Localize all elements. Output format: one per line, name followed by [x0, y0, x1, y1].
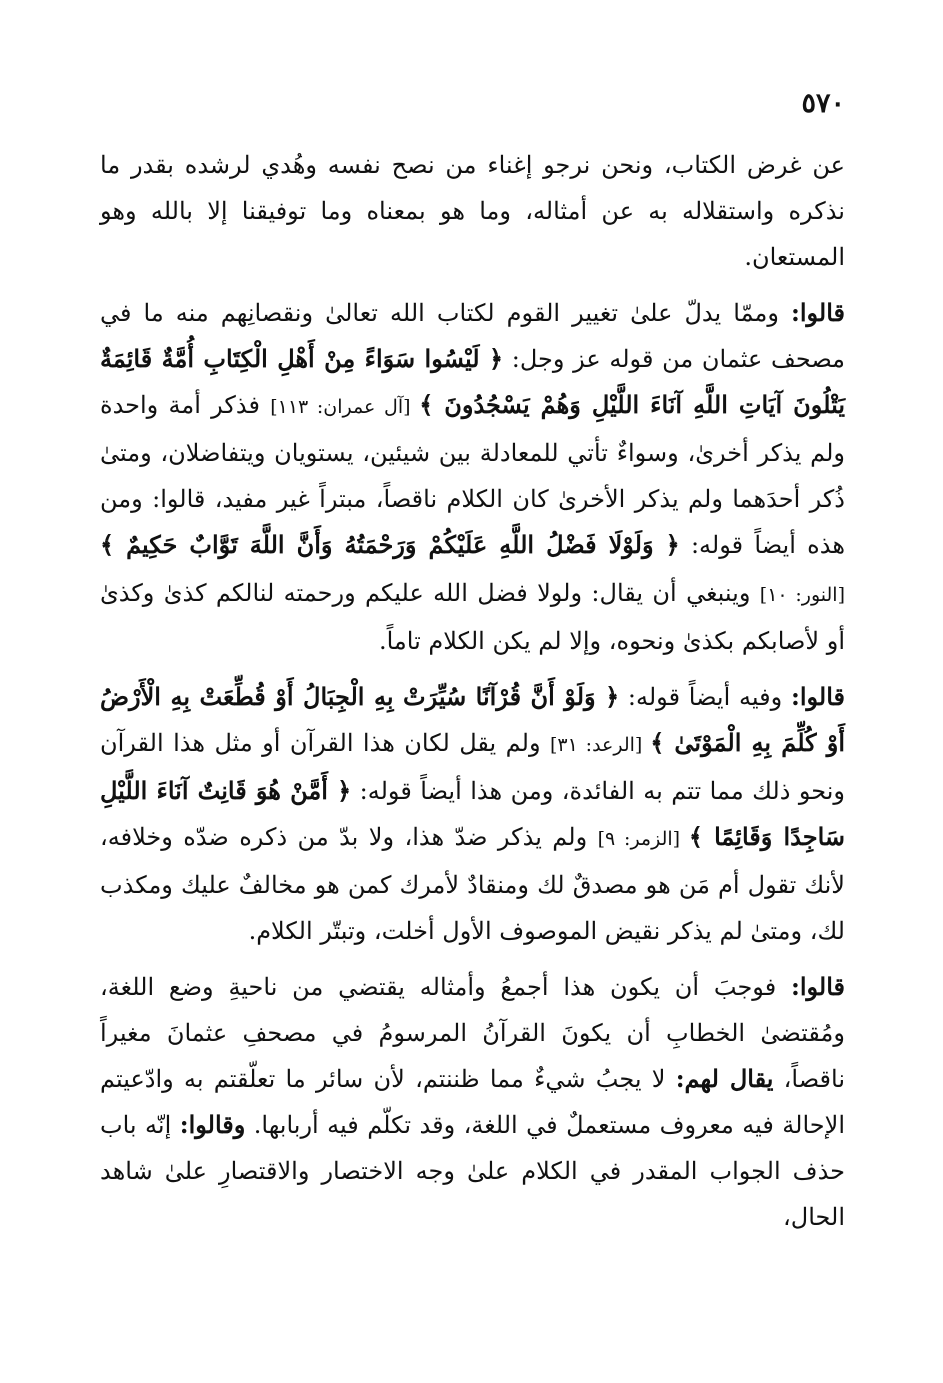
quran-verse: ﴿ لَيْسُوا سَوَاءً مِنْ أَهْلِ الْكِتَابِ أُمَّةٌ قَائِمَةٌ يَتْلُونَ آيَاتِ اللَّهِ آنَاءَ اللَّيْلِ وَهُمْ يَسْجُدُونَ ﴾ [100, 344, 846, 419]
quran-verse: ﴿ وَلَوْ أَنَّ قُرْآنًا سُيِّرَتْ بِهِ الْجِبَالُ أَوْ قُطِّعَتْ بِهِ الْأَرْضُ أَوْ كُلِّمَ بِهِ الْمَوْتَىٰ ﴾ [100, 682, 845, 757]
quran-verse: ﴿ أَمَّنْ هُوَ قَانِتٌ آنَاءَ اللَّيْلِ سَاجِدًا وَقَائِمًا ﴾ [100, 776, 845, 851]
body-text-run: ولم يقل لكان هذا القرآن أو مثل هذا القرآن ونحو ذلك مما تتم به الفائدة، ومن هذا أيضاً قوله: [100, 729, 846, 805]
body-text-run: وينبغي أن يقال: ولولا فضل الله عليكم ورحمته لنالكم كذىٰ وكذىٰ أو لأصابكم بكذىٰ ونحوه، وإلا لم يكن الكلام تاماً. [100, 579, 845, 655]
paragraph [100, 142, 845, 280]
body-text-run: لا يجبُ شيءٌ مما ظننتم، لأن سائر ما تعلّقتم به وادّعيتم الإحالة فيه معروف مستعملٌ في اللغة، وقد تكلّم فيه أربابها. [100, 1065, 845, 1139]
speaker-label: يقال لهم: [675, 1064, 774, 1093]
verse-reference: [آل عمران: ١١٣] [270, 396, 420, 418]
paragraph [100, 964, 845, 1240]
book-page [100, 84, 845, 1250]
speaker-label: قالوا: [790, 682, 846, 711]
body-text [100, 142, 845, 1240]
body-text-run: وممّا يدلّ علىٰ تغيير القوم لكتاب الله تعالىٰ ونقصانِهم منه ما في مصحف عثمان من قوله عز وجل: [100, 299, 845, 373]
speaker-label: قالوا: [790, 972, 845, 1001]
body-text-run: وفيه أيضاً قوله: [619, 683, 791, 711]
body-text-run: عن غرض الكتاب، ونحن نرجو إغناء من نصح نفسه وهُدي لرشده بقدر ما نذكره واستقلاله به عن أمثاله، وما هو بمعناه وما توفيقنا إلا بالله وهو المستعان. [100, 151, 845, 271]
body-text-run: إنّه باب حذف الجواب المقدر في الكلام علىٰ وجه الاختصار والاقتصارِ علىٰ شاهد الحال، [100, 1111, 845, 1231]
verse-reference: [الزمر: ٩] [597, 828, 689, 850]
paragraph [100, 674, 845, 954]
speaker-label: وقالوا: [179, 1110, 246, 1139]
page-number: ٥٧٠ [801, 88, 845, 119]
body-text-run: فوجبَ أن يكون هذا أجمعُ وأمثاله يقتضي من ناحيةِ وضع اللغة، ومُقتضىٰ الخطابِ أن يكونَ القرآنُ المرسومُ في مصحفِ عثمانَ مغيراً ناقصاً، [100, 973, 846, 1093]
verse-reference: [النور: ١٠] [759, 584, 845, 606]
speaker-label: قالوا: [790, 298, 845, 327]
body-text-run: فذكر أمة واحدة ولم يذكر أخرىٰ، وسواءٌ تأتي للمعادلة بين شيئين، يستويان ويتفاضلان، ومتىٰ ذُكر أحدَهما ولم يذكر الأخرىٰ كان الكلام ناقصاً، مبتراً غير مفيد، قالوا: ومن هذه أيضاً قوله: [100, 391, 846, 559]
verse-reference: [الرعد: ٣١] [549, 734, 651, 756]
quran-verse: ﴿ وَلَوْلَا فَضْلُ اللَّهِ عَلَيْكُمْ وَرَحْمَتُهُ وَأَنَّ اللَّهَ تَوَّابٌ حَكِيمٌ ﴾ [100, 530, 680, 559]
paragraph [100, 290, 845, 664]
body-text-run: ولم يذكر ضدّ هذا، ولا بدّ من ذكره ضدّه وخلافه، لأنك تقول أم مَن هو مصدقٌ لك ومنقادٌ لأمرك كمن هو مخالفٌ عليك ومكذب لك، ومتىٰ لم يذكر نقيض الموصوف الأول أخلت، وتبتّر الكلام. [100, 823, 845, 945]
